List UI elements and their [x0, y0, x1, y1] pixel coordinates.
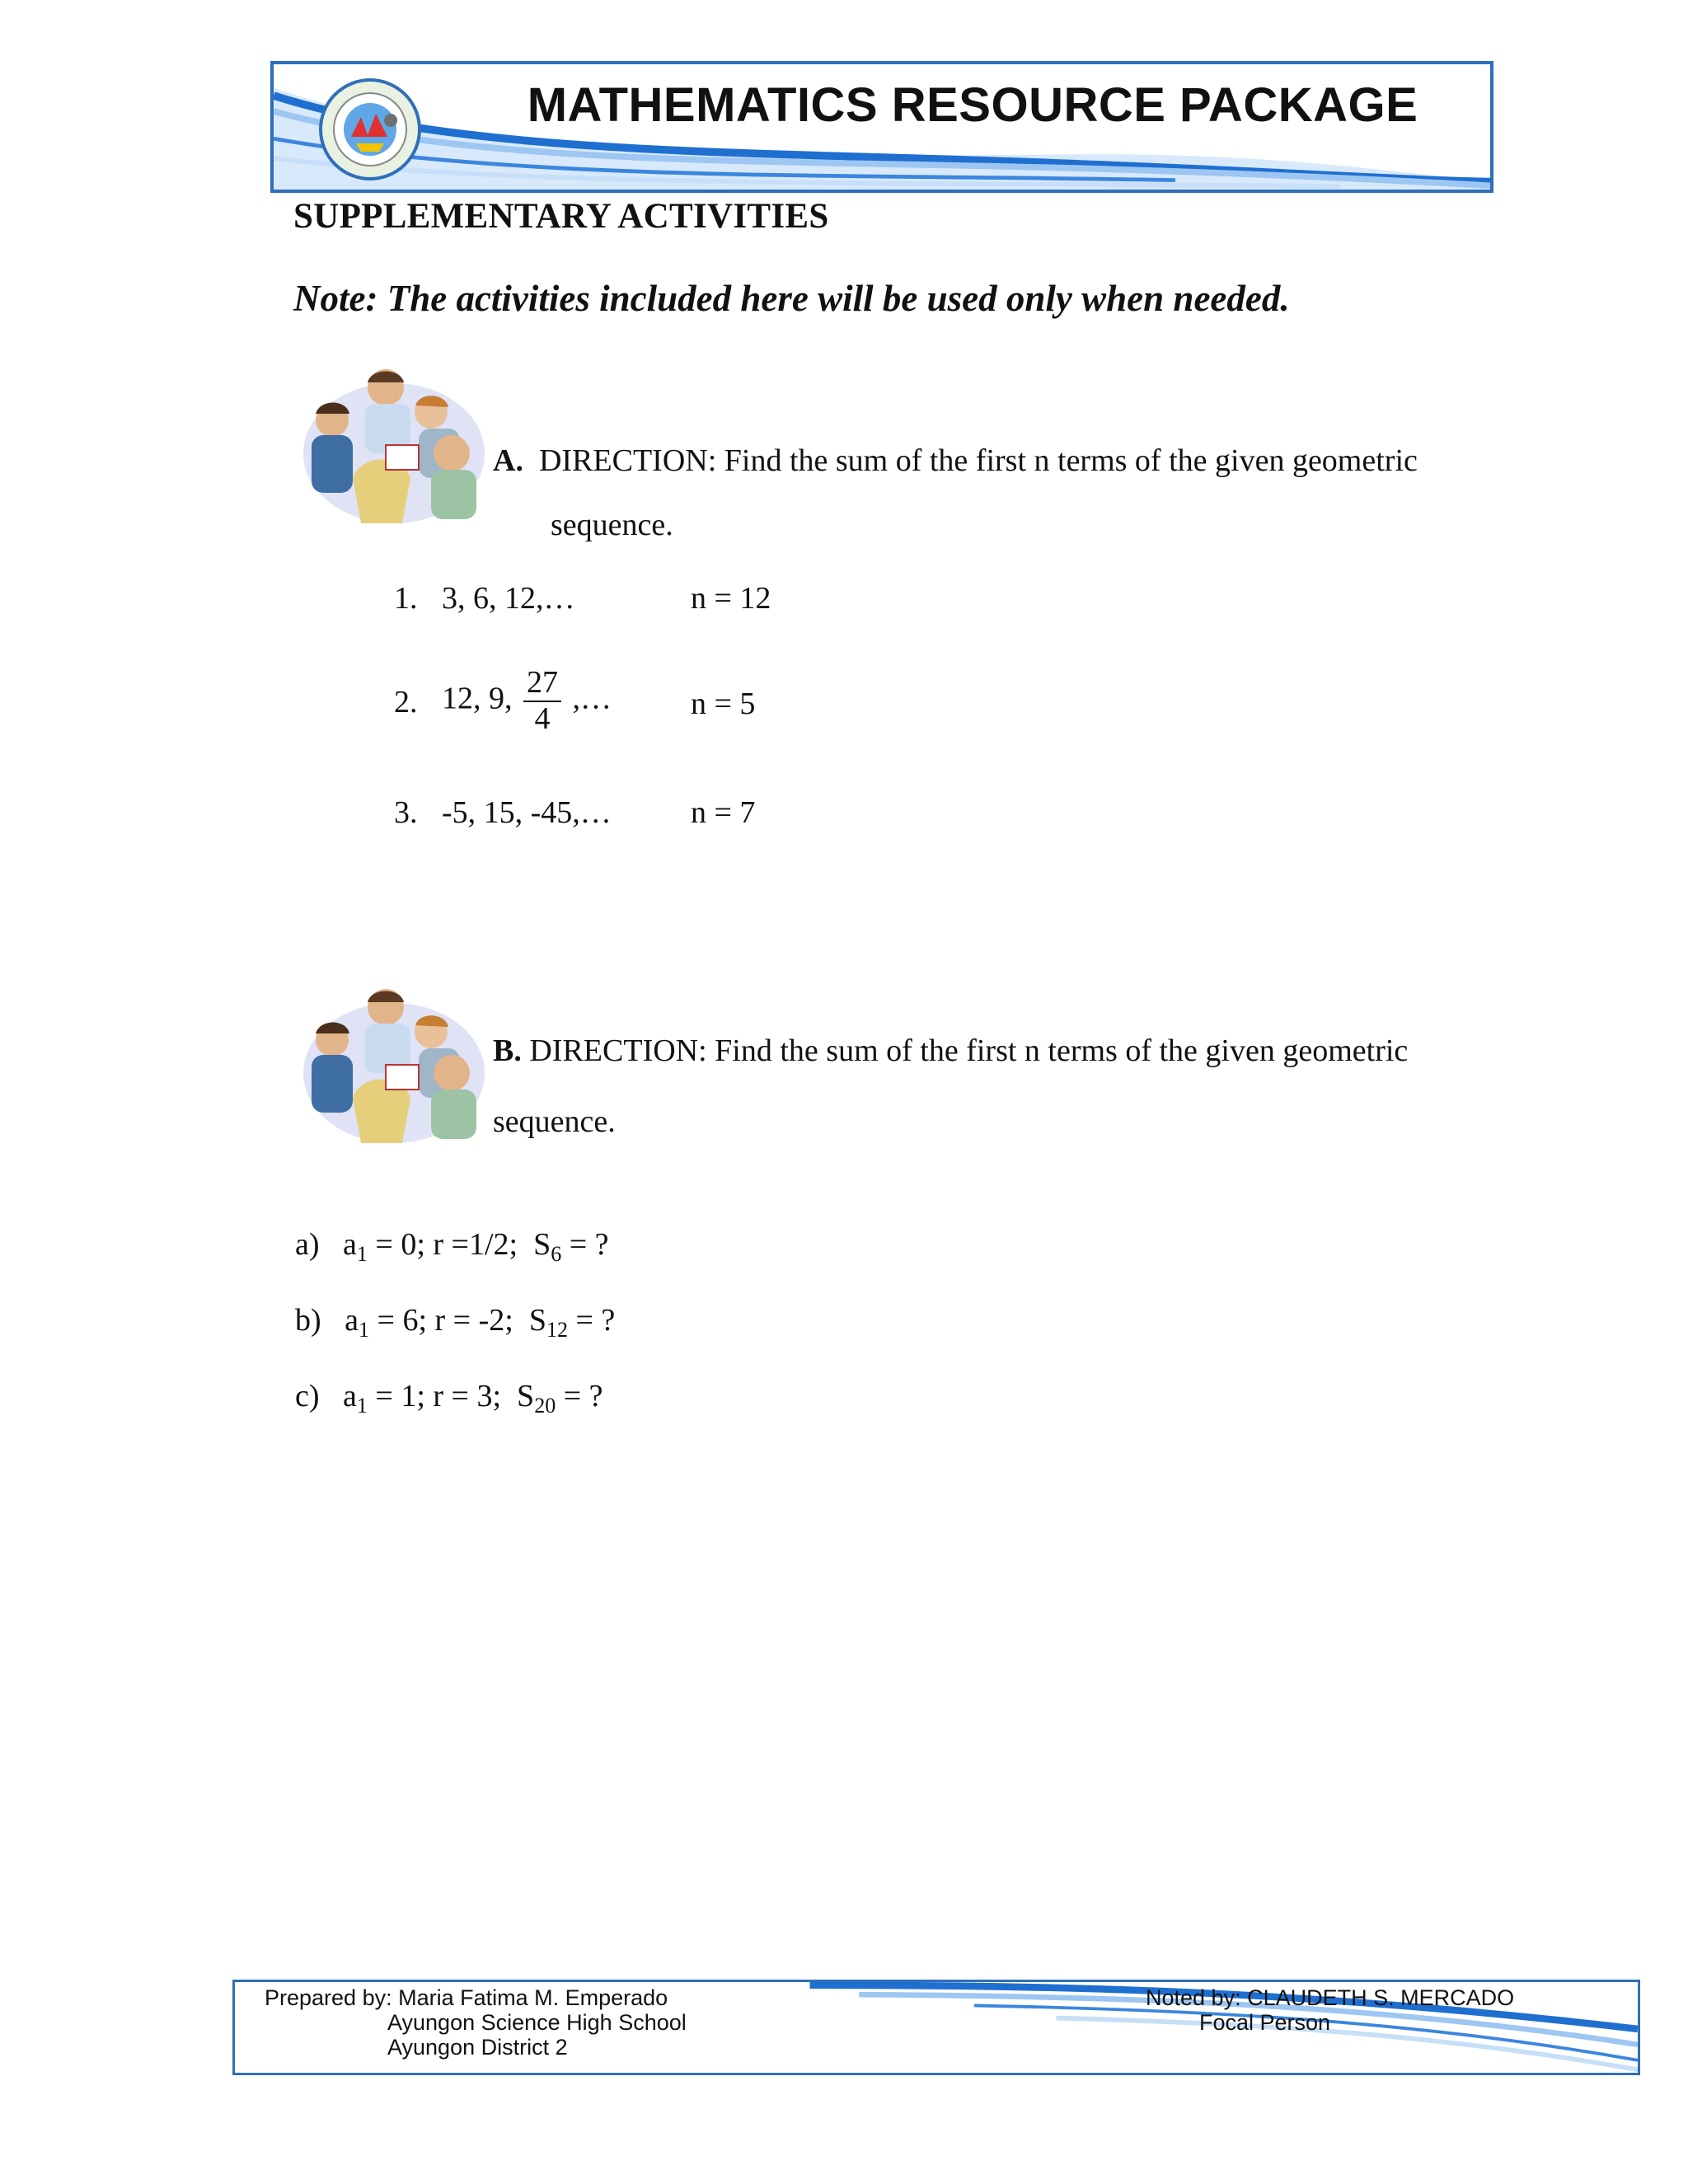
item-label: b)	[295, 1303, 321, 1338]
document-title: MATHEMATICS RESOURCE PACKAGE	[527, 78, 1418, 132]
sequence-terms: 3, 6, 12,…	[442, 581, 575, 616]
item-number: 2.	[394, 685, 418, 719]
part-b-item-b: b) $a_1 = 6$; r = -2; $S_{12}$ = ?	[295, 1303, 616, 1342]
footer-box	[232, 1980, 1640, 2075]
part-a-direction-text: DIRECTION: Find the sum of the first n terms of the given geometric	[538, 443, 1418, 478]
footer-prepared-by: Prepared by: Maria Fatima M. Emperado	[265, 1985, 668, 2010]
part-a-item-2-n: n = 5	[691, 687, 756, 721]
part-a-direction	[493, 445, 1418, 476]
item-number: 1.	[394, 581, 418, 616]
item-label: c)	[295, 1379, 320, 1413]
note-text: Note: The activities included here will be used only when needed.	[293, 278, 1290, 319]
group-discussion-clipart	[295, 982, 486, 1147]
part-a-letter: A.	[493, 443, 523, 478]
part-b-direction-text: DIRECTION: Find the sum of the first n terms of the given geometric	[529, 1033, 1409, 1068]
part-b-direction	[493, 1035, 1408, 1066]
sum-subscript: 6	[551, 1242, 562, 1266]
section-heading: SUPPLEMENTARY ACTIVITIES	[293, 197, 829, 236]
sequence-suffix: ,…	[572, 681, 612, 716]
group-discussion-clipart	[295, 363, 486, 527]
sequence-prefix: 12, 9,	[442, 681, 513, 716]
item-values: = 6; r = -2;	[377, 1303, 513, 1338]
item-values: = 0; r =1/2;	[375, 1227, 518, 1262]
footer-noted-by: Noted by: CLAUDETH S. MERCADO	[1146, 1985, 1515, 2010]
sum-subscript: 20	[534, 1394, 556, 1418]
item-tail: = ?	[563, 1379, 603, 1413]
item-values: = 1; r = 3;	[375, 1379, 502, 1413]
item-tail: = ?	[575, 1303, 616, 1338]
footer-school: Ayungon Science High School	[387, 2010, 687, 2035]
item-label: a)	[295, 1227, 320, 1262]
footer-district: Ayungon District 2	[387, 2035, 568, 2060]
sum-subscript: 12	[546, 1318, 568, 1342]
fraction-denominator: 4	[534, 701, 551, 736]
part-b-direction-cont: sequence.	[493, 1104, 616, 1139]
footer-role: Focal Person	[1199, 2010, 1331, 2035]
part-b-item-a: a) $a_1 = 0$; r =1/2; $S_6$ = ?	[295, 1227, 609, 1266]
part-a-item-3-n: n = 7	[691, 795, 756, 830]
fraction	[523, 666, 561, 737]
fraction-numerator: 27	[523, 666, 561, 702]
deped-seal-logo	[318, 77, 422, 181]
part-b-item-c: c) $a_1 = 1$; r = 3; $S_{20}$ = ?	[295, 1379, 603, 1418]
item-tail: = ?	[569, 1227, 609, 1262]
sequence-terms	[442, 666, 612, 737]
part-a-item-1-n: n = 12	[691, 581, 771, 616]
sequence-terms: -5, 15, -45,…	[442, 795, 612, 830]
part-b-letter: B.	[493, 1033, 522, 1068]
header-banner	[270, 61, 1493, 193]
item-number: 3.	[394, 795, 418, 830]
part-a-direction-cont: sequence.	[551, 508, 673, 542]
